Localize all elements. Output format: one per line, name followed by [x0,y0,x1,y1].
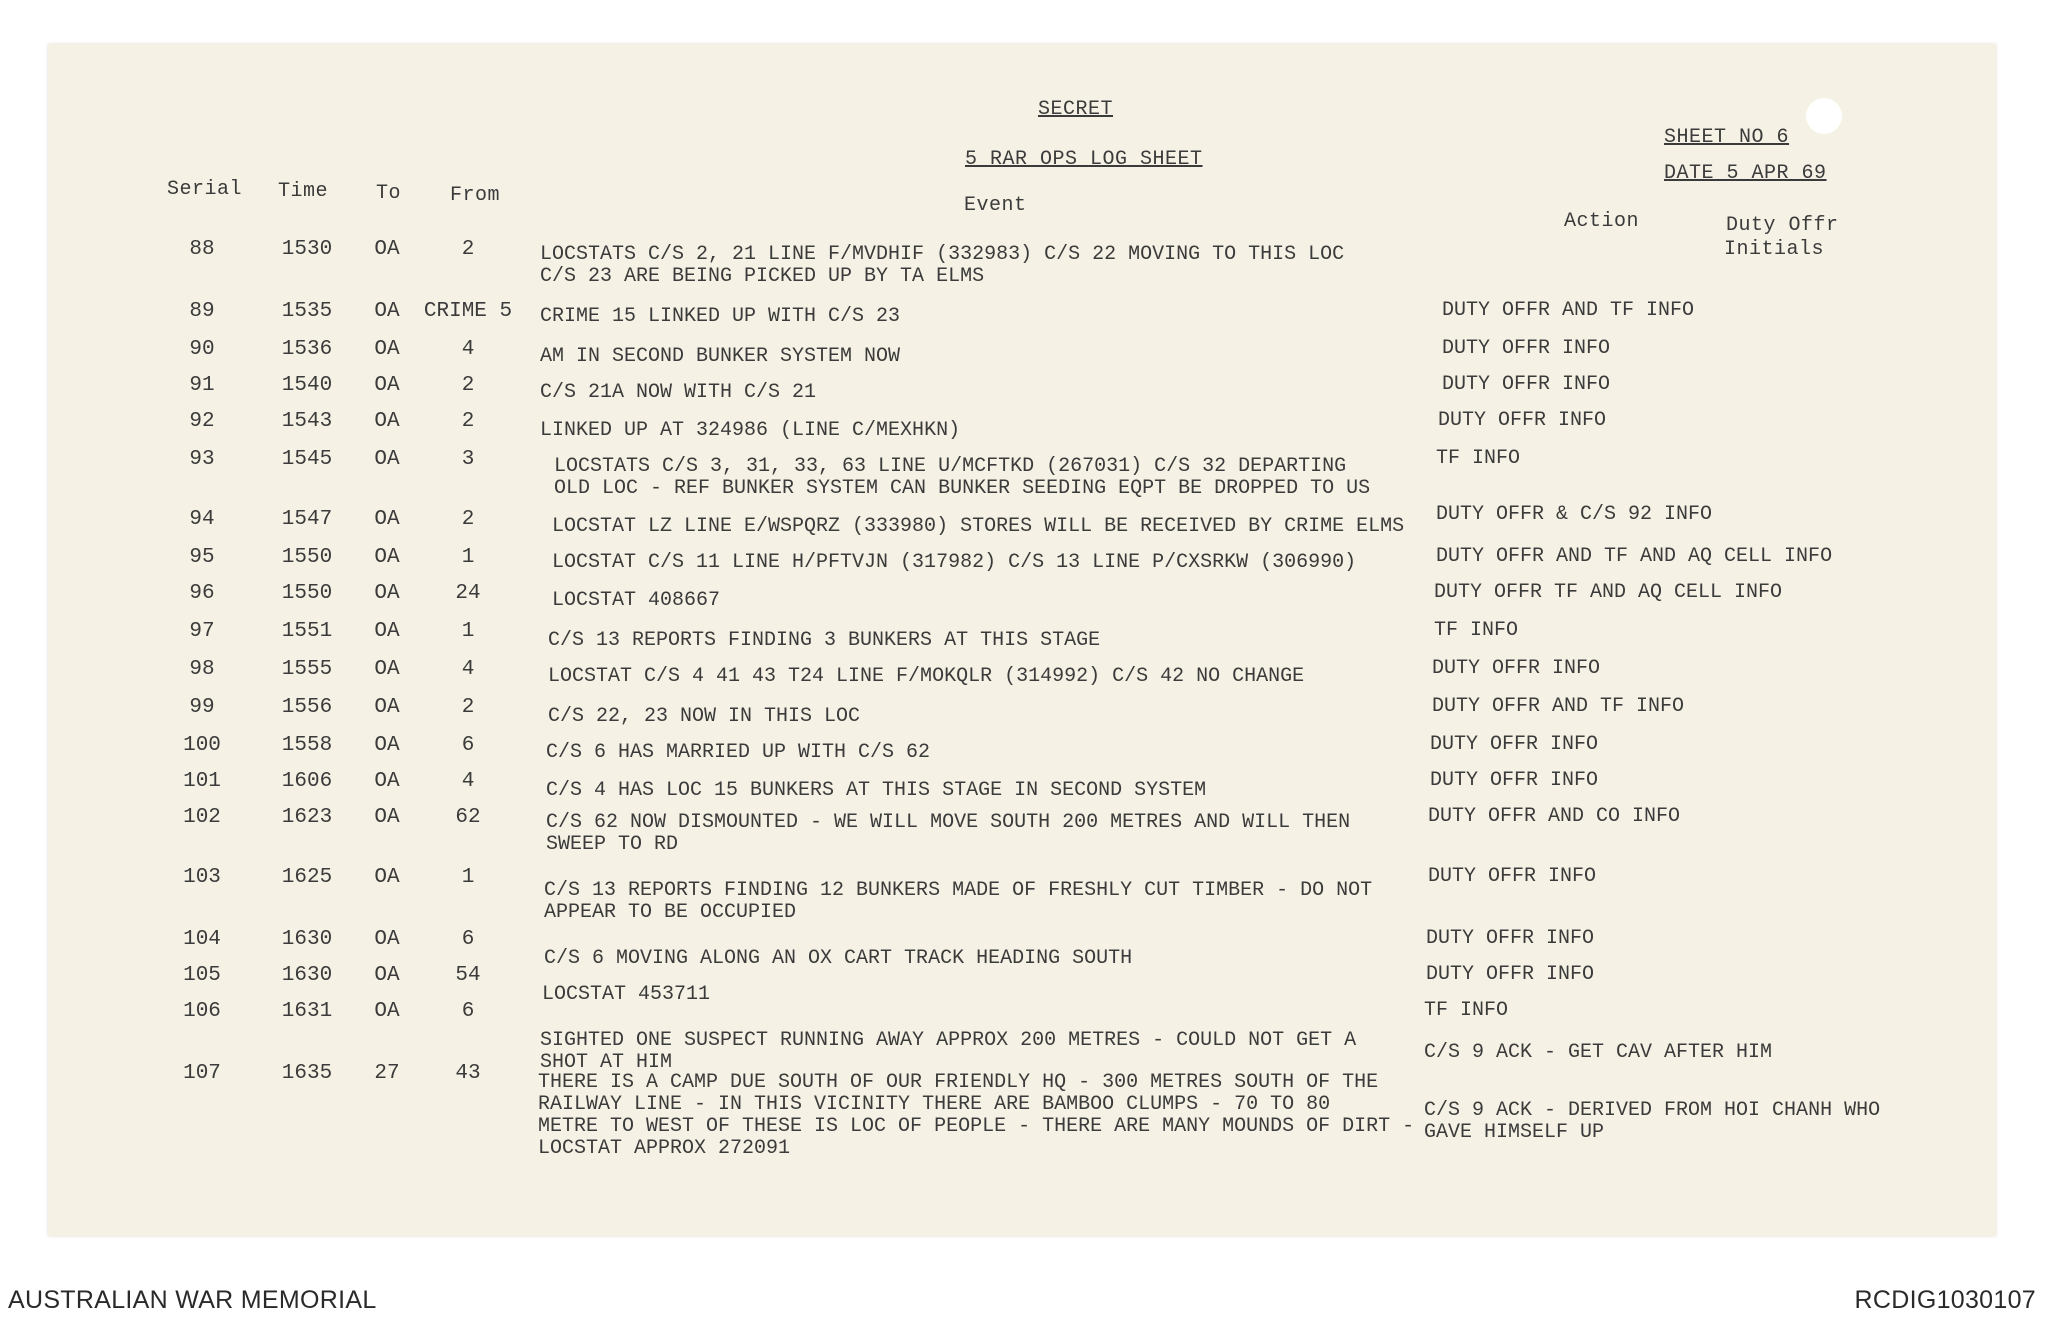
row-from: 1 [461,866,475,889]
row-action: TF INFO [1434,619,1519,642]
row-from: 6 [461,734,475,757]
row-from: 6 [461,1000,475,1023]
row-serial: 93 [189,448,215,471]
row-serial: 105 [183,964,221,987]
row-time: 1556 [281,696,333,719]
row-serial: 99 [189,696,215,719]
sheet-title: 5 RAR OPS LOG SHEET [965,148,1203,171]
row-time: 1543 [281,410,333,433]
row-time: 1540 [281,374,333,397]
col-header-from: From [450,184,501,207]
row-from: 4 [461,658,475,681]
row-from: 1 [461,546,475,569]
row-serial: 103 [183,866,221,889]
row-event: C/S 6 MOVING ALONG AN OX CART TRACK HEADING SOUTH [544,947,1133,970]
row-to: OA [374,338,400,361]
row-time: 1535 [281,300,333,323]
row-event: LOCSTATS C/S 3, 31, 33, 63 LINE U/MCFTKD (267031) C/S 32 DEPARTING OLD LOC - REF BUNKER SYSTEM CAN BUNKER SEEDING EQPT BE DROPPED TO US [554,455,1371,500]
row-time: 1631 [281,1000,333,1023]
row-to: OA [374,448,400,471]
row-to: OA [374,770,400,793]
classification-heading: SECRET [1038,98,1114,121]
row-serial: 106 [183,1000,221,1023]
row-action: DUTY OFFR AND TF AND AQ CELL INFO [1436,545,1833,568]
row-time: 1623 [281,806,333,829]
row-from: 1 [461,620,475,643]
row-from: 2 [461,508,475,531]
row-from: 4 [461,338,475,361]
row-to: OA [374,1000,400,1023]
row-serial: 107 [183,1062,221,1085]
row-action: DUTY OFFR AND CO INFO [1428,805,1681,828]
row-event: LINKED UP AT 324986 (LINE C/MEXHKN) [540,419,961,442]
row-time: 1606 [281,770,333,793]
row-to: OA [374,964,400,987]
col-header-event: Event [964,194,1027,217]
row-from: CRIME 5 [423,300,513,323]
row-serial: 91 [189,374,215,397]
row-to: OA [374,928,400,951]
col-header-initials-1: Duty Offr [1726,214,1839,237]
row-from: 43 [455,1062,481,1085]
row-action: DUTY OFFR INFO [1426,963,1595,986]
row-action: TF INFO [1424,999,1509,1022]
row-serial: 89 [189,300,215,323]
row-event: C/S 62 NOW DISMOUNTED - WE WILL MOVE SOUTH 200 METRES AND WILL THEN SWEEP TO RD [546,811,1351,856]
row-action: DUTY OFFR AND TF INFO [1442,299,1695,322]
sheet-number: SHEET NO 6 [1664,126,1790,149]
row-event: LOCSTAT LZ LINE E/WSPQRZ (333980) STORES WILL BE RECEIVED BY CRIME ELMS [552,515,1405,538]
row-serial: 88 [189,238,215,261]
row-from: 6 [461,928,475,951]
punch-hole [1806,98,1842,134]
row-time: 1545 [281,448,333,471]
row-serial: 92 [189,410,215,433]
row-from: 2 [461,410,475,433]
row-serial: 100 [183,734,221,757]
row-to: OA [374,620,400,643]
sheet-date: DATE 5 APR 69 [1664,162,1827,185]
row-serial: 97 [189,620,215,643]
row-serial: 95 [189,546,215,569]
row-serial: 96 [189,582,215,605]
archive-credit: AUSTRALIAN WAR MEMORIAL [8,1286,377,1314]
row-to: OA [374,300,400,323]
row-to: OA [374,508,400,531]
row-event: C/S 22, 23 NOW IN THIS LOC [548,705,861,728]
row-serial: 98 [189,658,215,681]
row-event: LOCSTATS C/S 2, 21 LINE F/MVDHIF (332983) C/S 22 MOVING TO THIS LOC C/S 23 ARE BEING PICKED UP BY TA ELMS [540,243,1345,288]
row-event: THERE IS A CAMP DUE SOUTH OF OUR FRIENDLY HQ - 300 METRES SOUTH OF THE RAILWAY LINE - IN THIS VICINITY THERE ARE BAMBOO CLUMPS - 70 TO 80 METRE TO WEST OF THESE IS LOC OF PEOPLE - THERE ARE MANY MOUNDS OF DIRT - LOCSTAT APPROX 272091 [538,1071,1415,1160]
row-from: 2 [461,696,475,719]
row-from: 2 [461,374,475,397]
row-time: 1536 [281,338,333,361]
col-header-time: Time [278,180,329,203]
row-time: 1530 [281,238,333,261]
row-time: 1551 [281,620,333,643]
row-from: 3 [461,448,475,471]
row-action: DUTY OFFR INFO [1442,337,1611,360]
row-event: SIGHTED ONE SUSPECT RUNNING AWAY APPROX 200 METRES - COULD NOT GET A SHOT AT HIM [540,1029,1357,1074]
row-to: 27 [374,1062,400,1085]
row-time: 1547 [281,508,333,531]
row-from: 2 [461,238,475,261]
row-action: DUTY OFFR INFO [1426,927,1595,950]
row-action: C/S 9 ACK - DERIVED FROM HOI CHANH WHO GAVE HIMSELF UP [1424,1099,1881,1144]
row-to: OA [374,582,400,605]
row-event: C/S 6 HAS MARRIED UP WITH C/S 62 [546,741,931,764]
row-event: C/S 13 REPORTS FINDING 3 BUNKERS AT THIS STAGE [548,629,1101,652]
row-action: DUTY OFFR INFO [1430,769,1599,792]
row-event: C/S 21A NOW WITH C/S 21 [540,381,817,404]
row-time: 1630 [281,928,333,951]
row-to: OA [374,866,400,889]
row-from: 24 [455,582,481,605]
col-header-initials-2: Initials [1724,238,1825,261]
row-to: OA [374,658,400,681]
row-time: 1550 [281,546,333,569]
row-action: DUTY OFFR INFO [1438,409,1607,432]
row-event: C/S 13 REPORTS FINDING 12 BUNKERS MADE OF FRESHLY CUT TIMBER - DO NOT APPEAR TO BE OCCUPIED [544,879,1373,924]
row-action: DUTY OFFR & C/S 92 INFO [1436,503,1713,526]
row-time: 1550 [281,582,333,605]
row-action: DUTY OFFR INFO [1430,733,1599,756]
row-serial: 104 [183,928,221,951]
row-time: 1625 [281,866,333,889]
row-from: 54 [455,964,481,987]
row-serial: 94 [189,508,215,531]
row-event: CRIME 15 LINKED UP WITH C/S 23 [540,305,901,328]
row-event: AM IN SECOND BUNKER SYSTEM NOW [540,345,901,368]
row-action: DUTY OFFR TF AND AQ CELL INFO [1434,581,1783,604]
row-event: LOCSTAT C/S 4 41 43 T24 LINE F/MOKQLR (314992) C/S 42 NO CHANGE [548,665,1305,688]
row-from: 62 [455,806,481,829]
row-action: TF INFO [1436,447,1521,470]
row-action: DUTY OFFR INFO [1428,865,1597,888]
row-to: OA [374,806,400,829]
row-event: LOCSTAT 408667 [552,589,721,612]
row-event: LOCSTAT C/S 11 LINE H/PFTVJN (317982) C/S 13 LINE P/CXSRKW (306990) [552,551,1357,574]
row-serial: 101 [183,770,221,793]
row-to: OA [374,238,400,261]
row-time: 1558 [281,734,333,757]
row-time: 1555 [281,658,333,681]
row-serial: 102 [183,806,221,829]
archive-reference: RCDIG1030107 [1854,1286,2036,1314]
row-action: C/S 9 ACK - GET CAV AFTER HIM [1424,1041,1773,1064]
row-to: OA [374,374,400,397]
col-header-to: To [376,182,402,205]
row-from: 4 [461,770,475,793]
row-action: DUTY OFFR AND TF INFO [1432,695,1685,718]
row-to: OA [374,410,400,433]
row-to: OA [374,696,400,719]
row-time: 1630 [281,964,333,987]
row-to: OA [374,734,400,757]
row-action: DUTY OFFR INFO [1432,657,1601,680]
col-header-action: Action [1564,210,1640,233]
row-to: OA [374,546,400,569]
row-serial: 90 [189,338,215,361]
row-event: C/S 4 HAS LOC 15 BUNKERS AT THIS STAGE IN SECOND SYSTEM [546,779,1207,802]
row-time: 1635 [281,1062,333,1085]
col-header-serial: Serial [167,178,243,201]
row-action: DUTY OFFR INFO [1442,373,1611,396]
row-event: LOCSTAT 453711 [542,983,711,1006]
